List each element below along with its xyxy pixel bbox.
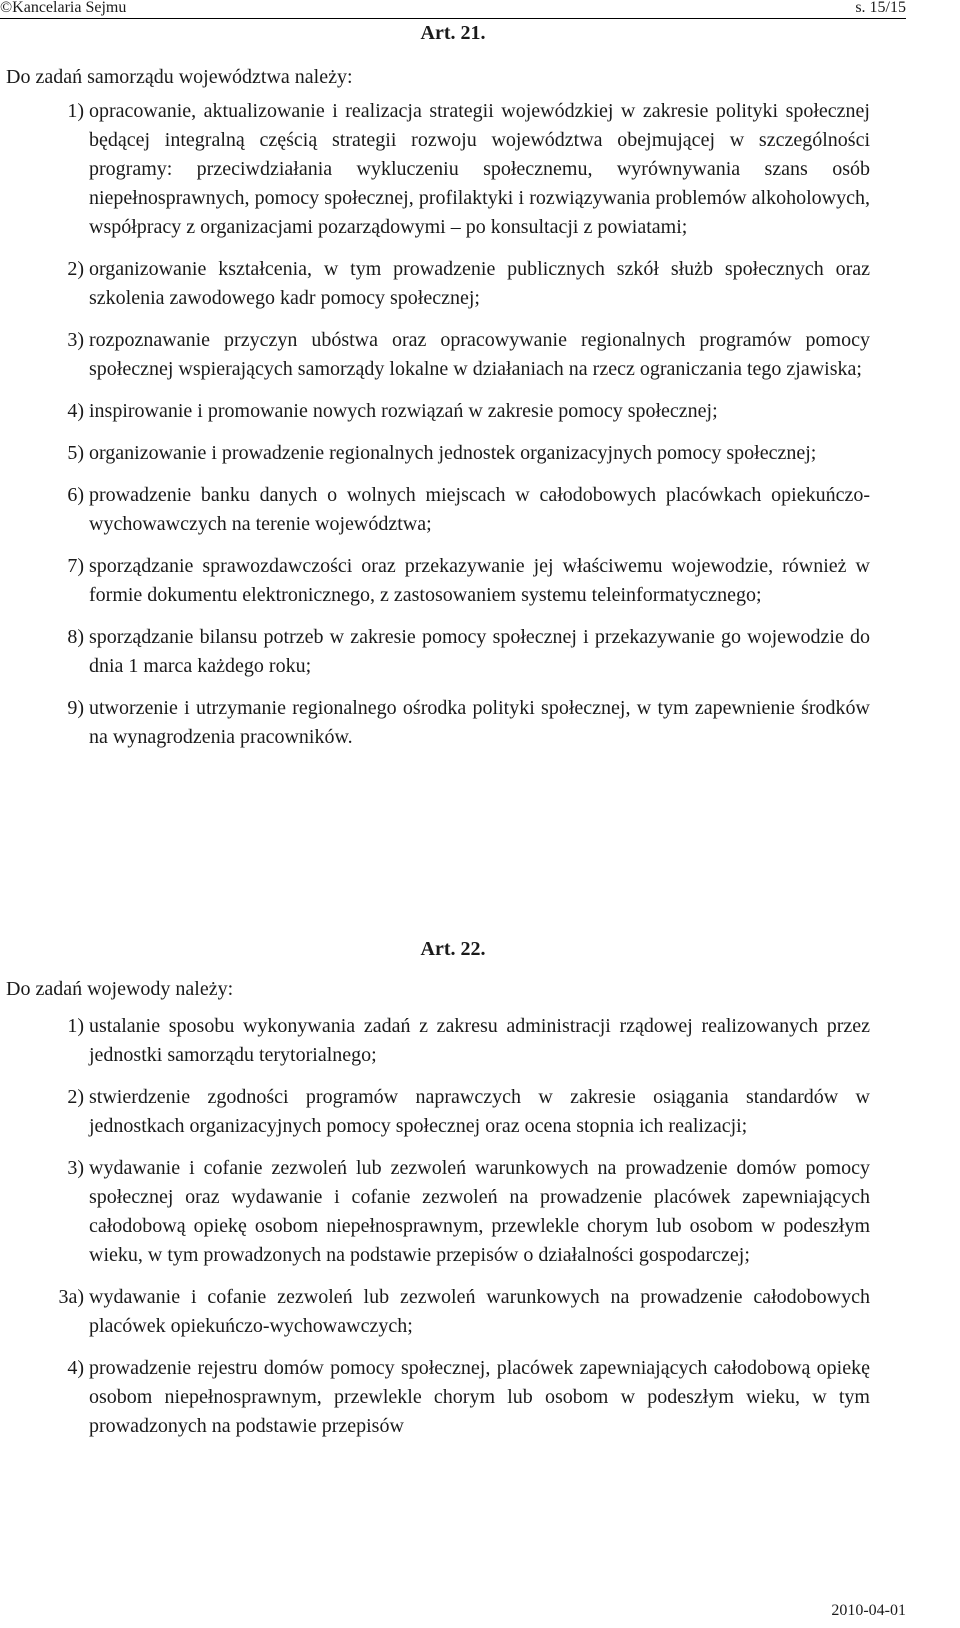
item-text: organizowanie kształcenia, w tym prowadzenie publicznych szkół służb społecznych oraz szkolenia zawodowego kadr pomocy społecznej;	[89, 258, 870, 309]
list-item	[0, 439, 906, 468]
item-text: wydawanie i cofanie zezwoleń lub zezwoleń warunkowych na prowadzenie całodobowych placówek opiekuńczo-wychowawczych;	[89, 1286, 870, 1337]
item-text: sporządzanie bilansu potrzeb w zakresie pomocy społecznej i przekazywanie go wojewodzie do dnia 1 marca każdego roku;	[89, 626, 870, 677]
item-text: sporządzanie sprawozdawczości oraz przekazywanie jej właściwemu wojewodzie, również w formie dokumentu elektronicznego, z zastosowaniem systemu teleinformatycznego;	[89, 555, 870, 606]
list-item	[0, 1154, 906, 1270]
item-number: 6)	[67, 484, 84, 506]
list-item	[0, 552, 906, 610]
item-number: 4)	[67, 400, 84, 422]
item-number: 1)	[67, 1015, 84, 1037]
item-text: prowadzenie rejestru domów pomocy społecznej, placówek zapewniających całodobową opiekę osobom niepełnosprawnym, przewlekle chorym lub osobom w podeszłym wieku, w tym prowadzonych na podstawie przepisów	[89, 1357, 870, 1437]
header-page-number: s. 15/15	[855, 0, 906, 16]
list-item	[0, 397, 906, 426]
item-text: inspirowanie i promowanie nowych rozwiązań w zakresie pomocy społecznej;	[89, 400, 718, 422]
list-item	[0, 1354, 906, 1441]
item-number: 3a)	[58, 1286, 84, 1308]
article-21-list	[0, 97, 906, 765]
item-number: 5)	[67, 442, 84, 464]
item-number: 4)	[67, 1357, 84, 1379]
item-text: utworzenie i utrzymanie regionalnego ośrodka polityki społecznej, w tym zapewnienie środków na wynagrodzenia pracowników.	[89, 697, 870, 748]
item-number: 3)	[67, 1157, 84, 1179]
item-number: 2)	[67, 1086, 84, 1108]
list-item	[0, 481, 906, 539]
item-text: stwierdzenie zgodności programów naprawczych w zakresie osiągania standardów w jednostkach organizacyjnych pomocy społecznej oraz ocena stopnia ich realizacji;	[89, 1086, 870, 1137]
list-item	[0, 623, 906, 681]
item-number: 9)	[67, 697, 84, 719]
article-21-title: Art. 21.	[420, 22, 486, 44]
item-number: 7)	[67, 555, 84, 577]
article-21-intro: Do zadań samorządu województwa należy:	[6, 66, 353, 88]
list-item	[0, 255, 906, 313]
item-number: 2)	[67, 258, 84, 280]
item-number: 3)	[67, 329, 84, 351]
item-number: 1)	[67, 100, 84, 122]
item-text: opracowanie, aktualizowanie i realizacja strategii wojewódzkiej w zakresie polityki społecznej będącej integralną częścią strategii rozwoju województwa obejmującej w szczególności programy: przeciwdziałania wykluczeniu społecznemu, wyrównywania szans osób niepełnosprawnych, pomocy społecznej, profilaktyki i rozwiązywania problemów alkoholowych, współpracy z organizacjami pozarządowymi – po konsultacji z powiatami;	[89, 100, 870, 238]
item-text: rozpoznawanie przyczyn ubóstwa oraz opracowywanie regionalnych programów pomocy społecznej wspierających samorządy lokalne w działaniach na rzecz ograniczania tego zjawiska;	[89, 329, 870, 380]
item-number: 8)	[67, 626, 84, 648]
footer-date: 2010-04-01	[831, 1602, 906, 1619]
page-header	[0, 0, 906, 19]
item-text: prowadzenie banku danych o wolnych miejscach w całodobowych placówkach opiekuńczo-wychowawczych na terenie województwa;	[89, 484, 870, 535]
list-item	[0, 1283, 906, 1341]
header-source: ©Kancelaria Sejmu	[0, 0, 127, 16]
list-item	[0, 1083, 906, 1141]
article-22-title: Art. 22.	[420, 938, 486, 960]
article-22-intro: Do zadań wojewody należy:	[6, 978, 234, 1000]
list-item	[0, 326, 906, 384]
item-text: wydawanie i cofanie zezwoleń lub zezwoleń warunkowych na prowadzenie domów pomocy społecznej oraz wydawanie i cofanie zezwoleń na prowadzenie placówek zapewniających całodobową opiekę osobom niepełnosprawnym, przewlekle chorym lub osobom w podeszłym wieku, w tym prowadzonych na podstawie przepisów o działalności gospodarczej;	[89, 1157, 870, 1266]
item-text: organizowanie i prowadzenie regionalnych jednostek organizacyjnych pomocy społecznej;	[89, 442, 817, 464]
list-item	[0, 1012, 906, 1070]
article-22-list	[0, 1012, 906, 1454]
item-text: ustalanie sposobu wykonywania zadań z zakresu administracji rządowej realizowanych przez jednostki samorządu terytorialnego;	[89, 1015, 870, 1066]
list-item	[0, 97, 906, 242]
list-item	[0, 694, 906, 752]
